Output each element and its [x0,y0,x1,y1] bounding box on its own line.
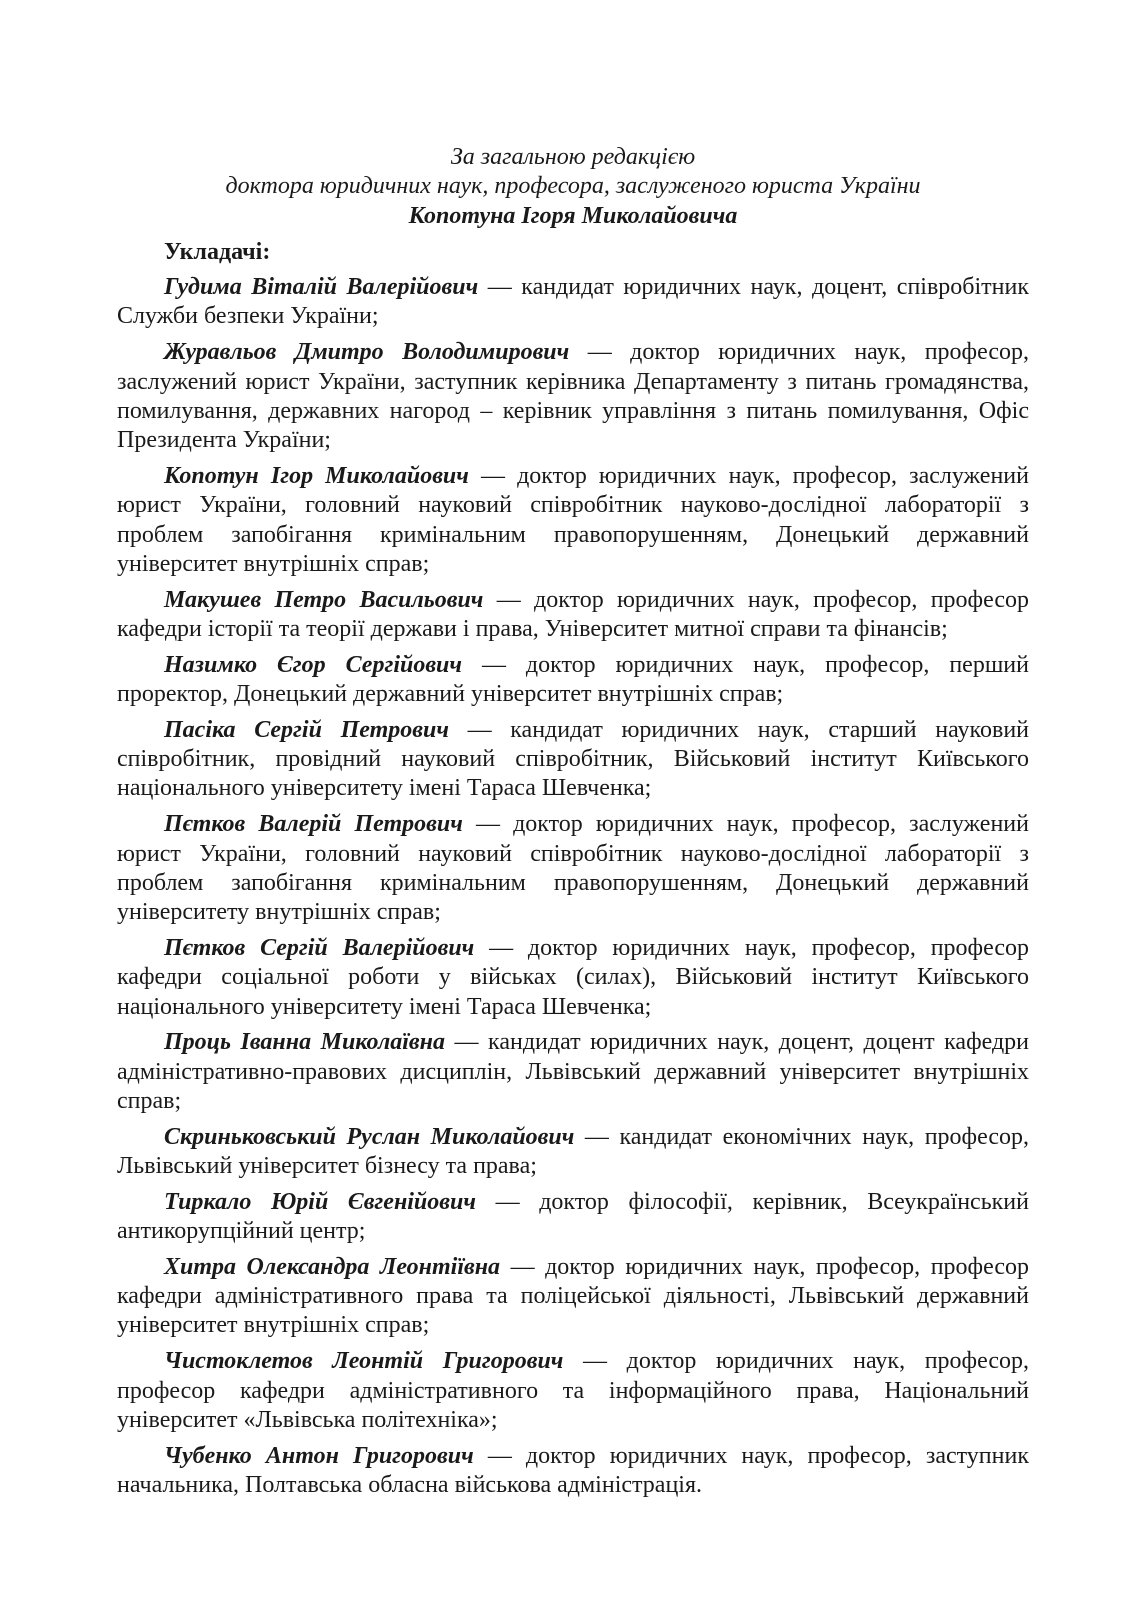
editor-block [117,143,1029,231]
compiler-description: — доктор юридичних наук, професор, заслужений юрист України, головний науковий співробітник науково-дослідної лабораторії з проблем запобігання кримінальним правопорушенням, Донецький державний університет внутрішніх справ; [117,462,1029,577]
compiler-name: Журавльов Дмитро Володимирович [164,339,570,366]
compiler-name: Чистоклетов Леонтій Григорович [164,1348,564,1375]
compiler-description: — кандидат економічних наук, професор, Львівський університет бізнесу та права; [117,1123,1030,1179]
compiler-entry [117,651,1029,710]
compiler-entry [117,462,1029,579]
compiler-entry [117,273,1029,332]
compiler-name: Назимко Єгор Сергійович [164,651,462,678]
compiler-entry [117,1442,1029,1501]
compiler-entry [117,586,1029,645]
compiler-entry [117,1188,1029,1247]
compiler-name: Чубенко Антон Григорович [164,1442,474,1469]
compilers-heading: Укладачі: [164,238,271,265]
compiler-entry [117,810,1029,927]
compiler-entry [117,716,1029,804]
compiler-entry [117,338,1029,455]
compiler-name: Тиркало Юрій Євгенійович [164,1188,476,1215]
compiler-name: Проць Іванна Миколаївна [164,1029,445,1056]
compiler-entry [117,1253,1029,1341]
compiler-description: — доктор юридичних наук, професор, професор кафедри адміністративного та інформаційного права, Національний університет «Львівська політехніка»; [117,1348,1029,1433]
editor-name: Копотуна Ігоря Миколайовича [408,202,738,229]
compiler-description: — кандидат юридичних наук, доцент, співробітник Служби безпеки України; [117,274,1029,330]
compiler-entry [117,1028,1029,1116]
compiler-description: — доктор філософії, керівник, Всеукраїнський антикорупційний центр; [117,1188,1029,1245]
compiler-description: — доктор юридичних наук, професор, професор кафедри адміністративного права та поліцейської діяльності, Львівський державний університет внутрішніх справ; [117,1253,1029,1339]
compiler-name: Макушев Петро Васильович [164,586,484,613]
compiler-entry [117,934,1029,1022]
compiler-description: — доктор юридичних наук, професор, заслужений юрист України, головний науковий співробітник науково-дослідної лабораторії з проблем запобігання кримінальним правопорушенням, Донецький державний університету внутрішніх справ; [117,811,1029,926]
compiler-description: — доктор юридичних наук, професор, перший проректор, Донецький державний університет внутрішніх справ; [117,651,1029,708]
compiler-name: Пєтков Валерій Петрович [164,811,463,838]
editor-line-2: доктора юридичних наук, професора, заслуженого юриста України [225,173,921,200]
compiler-description: — кандидат юридичних наук, доцент, доцент кафедри адміністративно-правових дисциплін, Львівський державний університет внутрішніх справ; [117,1029,1030,1114]
compiler-description: — доктор юридичних наук, професор, заслужений юрист України, заступник керівника Департаменту з питань громадянства, помилування, державних нагород – керівник управління з питань помилування, Офіс Президента України; [117,339,1030,454]
compiler-description: — кандидат юридичних наук, старший науковий співробітник, провідний науковий співробітник, Військовий інститут Київського національного університету імені Тараса Шевченка; [117,716,1029,802]
document-page [117,143,1029,1507]
compiler-description: — доктор юридичних наук, професор, професор кафедри історії та теорії держави і права, Університет митної справи та фінансів; [117,586,1029,642]
compiler-name: Хитра Олександра Леонтіївна [164,1253,501,1280]
compiler-entry [117,1123,1029,1182]
compiler-name: Пєтков Сергій Валерійович [164,934,475,961]
compiler-name: Гудима Віталій Валерійович [164,274,479,301]
compiler-description: — доктор юридичних наук, професор, заступник начальника, Полтавська обласна військова адміністрація. [117,1442,1029,1498]
editor-line-1: За загальною редакцією [450,144,696,170]
compiler-description: — доктор юридичних наук, професор, професор кафедри соціальної роботи у військах (силах), Військовий інститут Київського національного університету імені Тараса Шевченка; [117,934,1029,1020]
compiler-name: Скриньковський Руслан Миколайович [164,1123,575,1150]
compiler-name: Пасіка Сергій Петрович [164,716,449,743]
compiler-entry [117,1347,1029,1435]
compiler-name: Копотун Ігор Миколайович [164,462,469,489]
